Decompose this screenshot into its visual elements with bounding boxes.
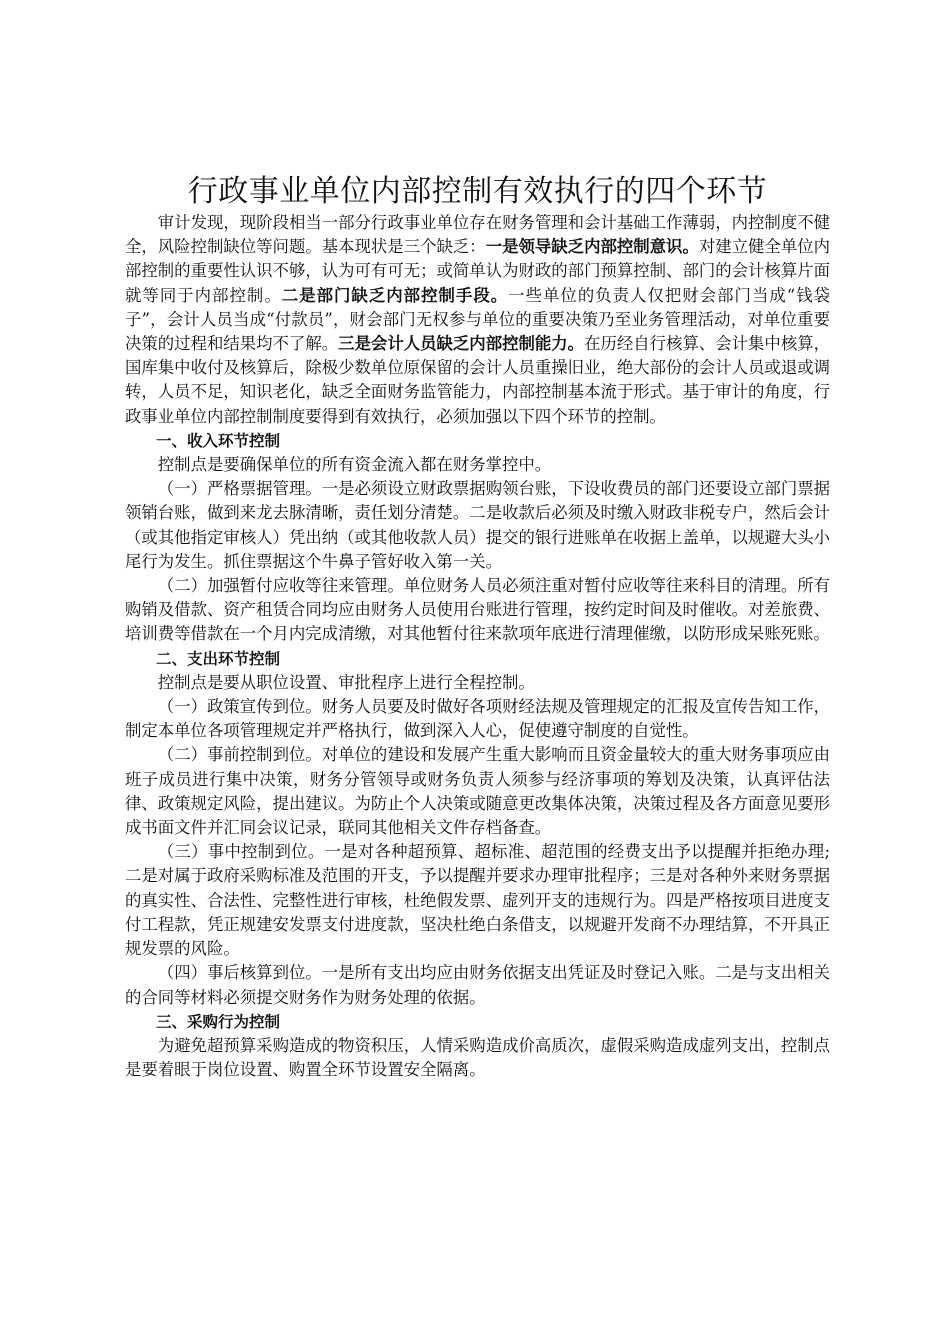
document-body	[125, 175, 830, 1082]
intro-paragraph	[125, 211, 830, 429]
intro-bold-2: 二是部门缺乏内部控制手段。	[281, 285, 509, 305]
intro-text-1: 审计发现，现阶段相当一部分行政事业单位存在财务管理和会计基础工作薄弱，内控制度不健全，风险控制缺位等问题。基本现状是三个缺乏：	[125, 213, 830, 257]
section-heading-income: 一、收入环节控制	[156, 431, 281, 450]
intro-text-2: 对建立健全单位内部控制的重要性认识不够，认为可有可无；或简单认为财政的部门预算控制、部门的会计核算片面就等同于内部控制。	[125, 237, 831, 305]
section-heading-procurement: 三、采购行为控制	[156, 1012, 281, 1031]
section-heading-expense: 二、支出环节控制	[156, 649, 281, 668]
section-paragraph: 为避免超预算采购造成的物资积压，人情采购造成价高质次，虚假采购造成虚列支出，控制点是要着眼于岗位设置、购置全环节设置安全隔离。	[125, 1035, 830, 1080]
intro-text-3: 一些单位的负责人仅把财会部门当成“钱袋子”，会计人员当成“付款员”，财会部门无权参与单位的重要决策乃至业务管理活动，对单位重要决策的过程和结果均不了解。	[125, 285, 831, 354]
section-paragraph: （二）事前控制到位。对单位的建设和发展产生重大影响而且资金量较大的重大财务事项应由班子成员进行集中决策，财务分管领导或财务负责人须参与经济事项的筹划及决策，认真评估法律、政策规定风险，提出建议。为防止个人决策或随意更改集体决策，决策过程及各方面意见要形成书面文件并汇同会议记录，联同其他相关文件存档备查。	[125, 745, 830, 838]
intro-bold-3: 三是会计人员缺乏内部控制能力。	[338, 334, 585, 354]
section-paragraph: （三）事中控制到位。一是对各种超预算、超标准、超范围的经费支出予以提醒并拒绝办理;二是对属于政府采购标准及范围的开支，予以提醒并要求办理审批程序；三是对各种外来财务票据的真实性、合法性、完整性进行审核，杜绝假发票、虚列开支的违规行为。四是严格按项目进度支付工程款，凭正规建安发票支付进度款，坚决杜绝白条借支，以规避开发商不办理结算，不开具正规发票的风险。	[125, 842, 830, 959]
section-paragraph: （一）严格票据管理。一是必须设立财政票据购领台账，下设收费员的部门还要设立部门票据领销台账，做到来龙去脉清晰，责任划分清楚。二是收款后必须及时缴入财政非税专户，然后会计（或其他指定审核人）凭出纳（或其他收款人员）提交的银行进账单在收据上盖单，以规避大头小尾行为发生。抓住票据这个牛鼻子管好收入第一关。	[125, 479, 830, 571]
section-paragraph: 控制点是要从职位设置、审批程序上进行全程控制。	[157, 672, 535, 692]
intro-text-4: 在历经自行核算、会计集中核算，国库集中收付及核算后，除极少数单位原保留的会计人员重操旧业，绝大部份的会计人员或退或调转，人员不足，知识老化，缺乏全面财务监管能力，内部控制基本流于形式。基于审计的角度，行政事业单位内部控制制度要得到有效执行，必须加强以下四个环节的控制。	[125, 334, 831, 426]
intro-bold-1: 一是领导缺乏内部控制意识。	[485, 237, 699, 257]
section-paragraph: 控制点是要确保单位的所有资金流入都在财务掌控中。	[157, 455, 552, 475]
section-paragraph: （二）加强暂付应收等往来管理。单位财务人员必须注重对暂付应收等往来科目的清理。所有购销及借款、资产租赁合同均应由财务人员使用台账进行管理，按约定时间及时催收。对差旅费、培训费等借款在一个月内完成清缴，对其他暂付往来款项年底进行清理催缴，以防形成呆账死账。	[125, 576, 830, 644]
document-title: 行政事业单位内部控制有效执行的四个环节	[187, 174, 768, 209]
section-paragraph: （四）事后核算到位。一是所有支出均应由财务依据支出凭证及时登记入账。二是与支出相关的合同等材料必须提交财务作为财务处理的依据。	[125, 963, 830, 1007]
section-paragraph: （一）政策宣传到位。财务人员要及时做好各项财经法规及管理规定的汇报及宣传告知工作，制定本单位各项管理规定并严格执行，做到深入人心，促使遵守制度的自觉性。	[125, 697, 830, 741]
